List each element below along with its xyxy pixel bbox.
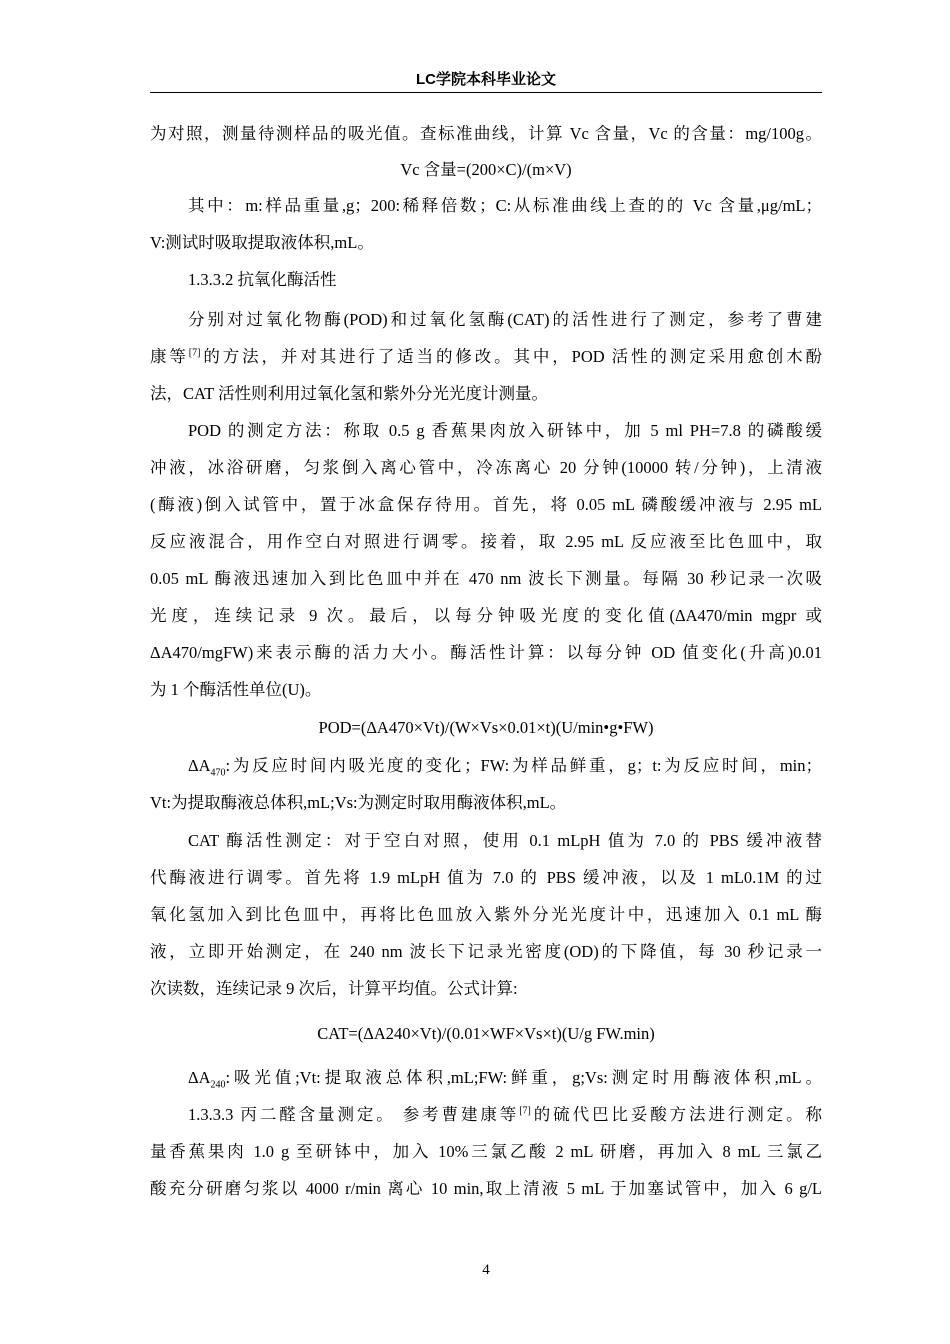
text-line: 冲液，冰浴研磨，匀浆倒入离心管中，冷冻离心 20 分钟(10000 转/分钟)，上清液 xyxy=(150,458,822,477)
text-line xyxy=(150,1068,822,1091)
page-header: LC学院本科毕业论文 xyxy=(416,71,556,88)
text-segment: ΔA xyxy=(188,1068,211,1087)
text-segment: 的方法，并对其进行了适当的修改。其中，POD 活性的测定采用愈创木酚 xyxy=(200,347,823,366)
citation-ref: [7] xyxy=(188,347,201,359)
text-segment: 的硫代巴比妥酸方法进行测定。称 xyxy=(530,1105,823,1124)
text-line: CAT 酶活性测定：对于空白对照，使用 0.1 mLpH 值为 7.0 的 PBS 缓冲液替 xyxy=(188,831,822,850)
text-line: 光度，连续记录 9 次。最后，以每分钟吸光度的变化值(ΔA470/min mgpr 或 xyxy=(150,606,822,625)
text-line: Vt:为提取酶液总体积,mL;Vs:为测定时取用酶液体积,mL。 xyxy=(150,793,567,812)
text-line: 其中：m:样品重量,g；200:稀释倍数；C:从标准曲线上查的的 Vc 含量,μg/mL； xyxy=(188,196,822,215)
text-line: V:测试时吸取提取液体积,mL。 xyxy=(150,233,374,252)
text-line: POD 的测定方法：称取 0.5 g 香蕉果肉放入研钵中，加 5 ml PH=7.8 的磷酸缓 xyxy=(188,421,822,440)
text-line: 反应液混合，用作空白对照进行调零。接着，取 2.95 mL 反应液至比色皿中，取 xyxy=(150,532,822,551)
text-segment: :吸光值;Vt:提取液总体积,mL;FW:鲜重，g;Vs:测定时用酶液体积,mL。 xyxy=(225,1068,822,1087)
text-line xyxy=(150,756,822,779)
citation-ref: [7] xyxy=(519,1105,531,1117)
text-line: 分别对过氧化物酶(POD)和过氧化氢酶(CAT)的活性进行了测定，参考了曹建 xyxy=(188,310,822,329)
text-line xyxy=(150,347,822,367)
text-line: (酶液)倒入试管中，置于冰盒保存待用。首先，将 0.05 mL 磷酸缓冲液与 2.95 mL xyxy=(150,495,822,514)
formula-pod: POD=(ΔA470×Vt)/(W×Vs×0.01×t)(U/min•g•FW) xyxy=(318,718,654,737)
text-line: 液，立即开始测定，在 240 nm 波长下记录光密度(OD)的下降值，每 30 秒记录一 xyxy=(150,942,822,961)
subscript: 240 xyxy=(210,1079,226,1091)
text-line: 氧化氢加入到比色皿中，再将比色皿放入紫外分光光度计中，迅速加入 0.1 mL 酶 xyxy=(150,905,822,924)
text-segment: 1.3.3.3 丙二醛含量测定。 参考曹建康等 xyxy=(188,1105,520,1124)
formula-cat: CAT=(ΔA240×Vt)/(0.01×WF×Vs×t)(U/g FW.min) xyxy=(317,1024,655,1043)
text-segment: 康等 xyxy=(150,347,189,366)
text-line: 为 1 个酶活性单位(U)。 xyxy=(150,680,322,699)
formula-vc: Vc 含量=(200×C)/(m×V) xyxy=(400,160,572,179)
text-line: 代酶液进行调零。首先将 1.9 mLpH 值为 7.0 的 PBS 缓冲液，以及 1 mL0.1M 的过 xyxy=(150,868,822,887)
text-line xyxy=(150,1105,822,1125)
text-line: ΔA470/mgFW)来表示酶的活力大小。酶活性计算：以每分钟 OD 值变化(升高)0.01 xyxy=(150,643,822,662)
text-segment: :为反应时间内吸光度的变化；FW:为样品鲜重，g；t:为反应时间，min； xyxy=(225,756,822,775)
section-heading: 1.3.3.2 抗氧化酶活性 xyxy=(188,270,337,289)
header-divider xyxy=(150,92,822,93)
page-number: 4 xyxy=(482,1262,490,1278)
text-line: 酸充分研磨匀浆以 4000 r/min 离心 10 min,取上清液 5 mL 于加塞试管中，加入 6 g/L xyxy=(150,1179,822,1198)
text-line: 量香蕉果肉 1.0 g 至研钵中，加入 10%三氯乙酸 2 mL 研磨，再加入 8 mL 三氯乙 xyxy=(150,1142,822,1161)
text-line: 法，CAT 活性则利用过氧化氢和紫外分光光度计测量。 xyxy=(150,384,548,403)
text-line: 为对照，测量待测样品的吸光值。查标准曲线，计算 Vc 含量，Vc 的含量：mg/100g。 xyxy=(150,124,822,143)
text-segment: ΔA xyxy=(188,756,211,775)
text-line: 次读数，连续记录 9 次后，计算平均值。公式计算: xyxy=(150,979,518,998)
text-line: 0.05 mL 酶液迅速加入到比色皿中并在 470 nm 波长下测量。每隔 30 秒记录一次吸 xyxy=(150,569,822,588)
subscript: 470 xyxy=(210,767,226,779)
